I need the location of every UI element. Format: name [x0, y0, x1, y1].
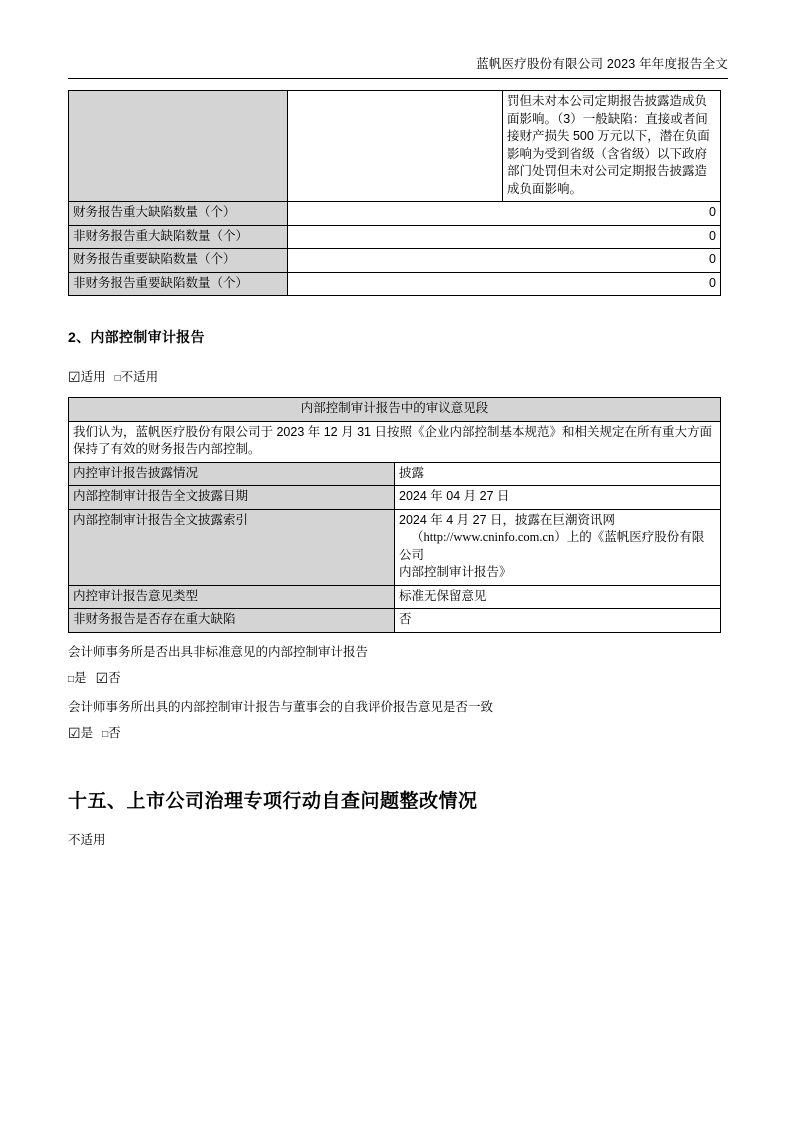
- continued-label-cell: [69, 91, 288, 202]
- table-row: [69, 462, 721, 486]
- question-1-yes-label: 是: [74, 670, 87, 685]
- disclosure-index-line-2: （http://www.cninfo.com.cn）上的《蓝帆医疗股份有限公司: [399, 530, 705, 562]
- header-divider: [68, 78, 728, 79]
- question-1-choices: [68, 668, 728, 688]
- row-label: 非财务报告是否存在重大缺陷: [69, 609, 395, 633]
- table-row-continued: [69, 91, 721, 202]
- checkbox-empty-icon[interactable]: □: [114, 373, 121, 384]
- table-row: [69, 585, 721, 609]
- question-2-no-label: 否: [108, 725, 121, 740]
- table-title-row: [69, 398, 721, 422]
- section-2-applicability: [68, 367, 728, 387]
- disclosure-index-line-1: 2024 年 4 月 27 日，披露在巨潮资讯网: [399, 512, 616, 527]
- row-value: 标准无保留意见: [395, 585, 721, 609]
- question-2-yes-label: 是: [80, 725, 94, 740]
- row-value: 否: [395, 609, 721, 633]
- row-label: 财务报告重要缺陷数量（个）: [69, 249, 288, 273]
- checkbox-empty-icon[interactable]: □: [68, 673, 75, 685]
- row-label: 财务报告重大缺陷数量（个）: [69, 202, 288, 226]
- question-1-text: 会计师事务所是否出具非标准意见的内部控制审计报告: [68, 644, 369, 659]
- row-label: 内部控制审计报告全文披露索引: [69, 509, 395, 585]
- internal-control-audit-report-table: [68, 397, 721, 633]
- checkbox-checked-icon[interactable]: ☑: [68, 369, 81, 385]
- checkbox-checked-icon[interactable]: ☑: [95, 669, 109, 686]
- row-value: 0: [288, 272, 721, 296]
- checkbox-checked-icon[interactable]: ☑: [68, 724, 81, 741]
- table-row: [69, 609, 721, 633]
- table-row: [69, 486, 721, 510]
- row-label: 非财务报告重要缺陷数量（个）: [69, 272, 288, 296]
- running-header: 蓝帆医疗股份有限公司 2023 年年度报告全文: [476, 57, 728, 71]
- table-title: 内部控制审计报告中的审议意见段: [69, 398, 721, 422]
- question-1-no-label: 否: [108, 670, 121, 685]
- deficiency-quantity-table: [68, 90, 721, 296]
- applicable-label: 适用: [80, 370, 106, 384]
- row-value: 披露: [395, 462, 721, 486]
- row-value: 0: [288, 202, 721, 226]
- table-row: [69, 249, 721, 273]
- row-label: 内控审计报告意见类型: [69, 585, 395, 609]
- section-15-body: 不适用: [68, 832, 106, 847]
- table-row: [69, 225, 721, 249]
- continued-text-cell: 罚但未对本公司定期报告披露造成负面影响。（3）一般缺陷：直接或者间接财产损失 500 万元以下，潜在负面影响为受到省级（含省级）以下政府部门处罚但未对公司定期报告披露造成负面影响。: [503, 91, 721, 202]
- table-row-index: [69, 509, 721, 585]
- row-label: 内控审计报告披露情况: [69, 462, 395, 486]
- table-row-opinion: [69, 421, 721, 462]
- disclosure-index-line-3: 内部控制审计报告》: [399, 565, 512, 579]
- opinion-paragraph: 我们认为，蓝帆医疗股份有限公司于 2023 年 12 月 31 日按照《企业内部控制基本规范》和相关规定在所有重大方面保持了有效的财务报告内部控制。: [69, 421, 721, 462]
- row-value: 2024 年 04 月 27 日: [395, 486, 721, 510]
- row-value: 0: [288, 249, 721, 273]
- page-content: [68, 90, 728, 850]
- row-value-disclosure-index: [395, 509, 721, 585]
- not-applicable-label: 不适用: [120, 370, 159, 384]
- section-15-heading: 十五、上市公司治理专项行动自查问题整改情况: [68, 790, 478, 812]
- row-label: 非财务报告重大缺陷数量（个）: [69, 225, 288, 249]
- continued-middle-cell: [288, 91, 503, 202]
- question-2-text: 会计师事务所出具的内部控制审计报告与董事会的自我评价报告意见是否一致: [68, 699, 494, 714]
- row-label: 内部控制审计报告全文披露日期: [69, 486, 395, 510]
- checkbox-empty-icon[interactable]: □: [102, 728, 109, 740]
- section-2-heading: 2、内部控制审计报告: [68, 329, 205, 345]
- table-row: [69, 202, 721, 226]
- table-row: [69, 272, 721, 296]
- question-2-choices: [68, 723, 728, 743]
- row-value: 0: [288, 225, 721, 249]
